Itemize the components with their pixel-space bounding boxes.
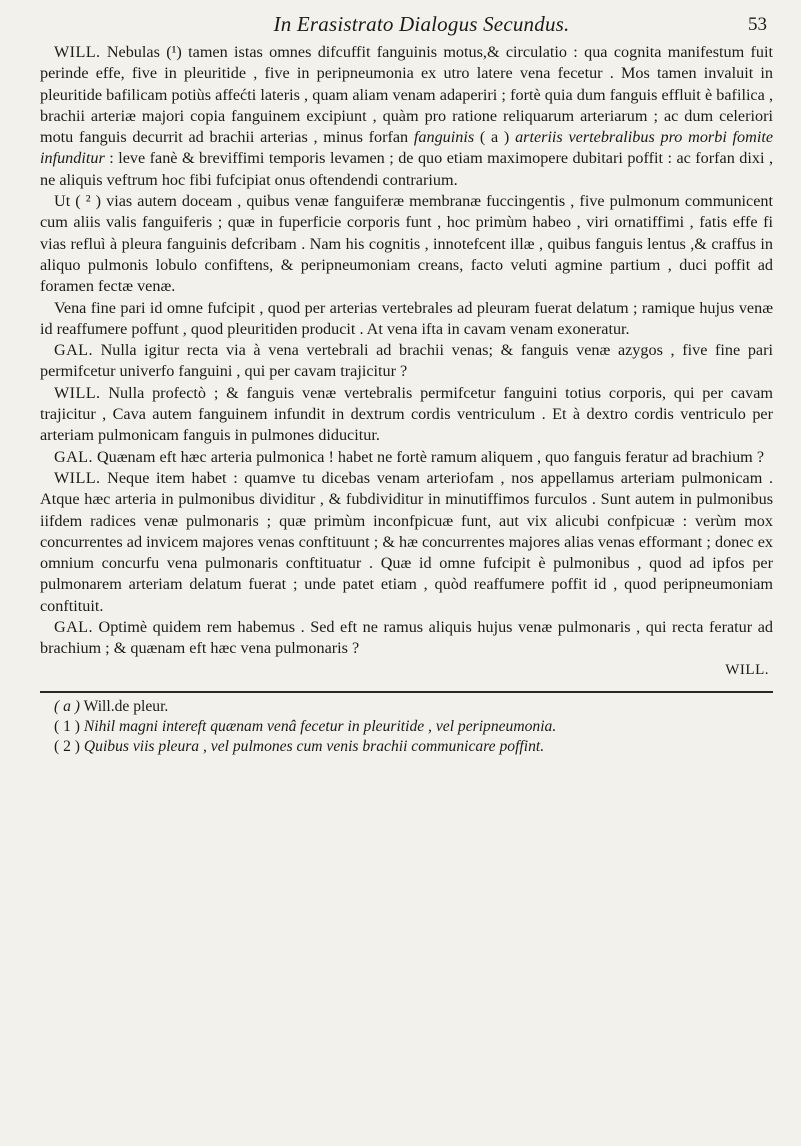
footnote <box>40 717 773 737</box>
footnote-text: Nihil magni intereft quænam venâ fecetur in pleuritide , vel peripneumonia. <box>83 717 557 735</box>
paragraph: Vena fine pari id omne fufcipit , quod per arterias vertebrales ad pleuram fuerat delatum ; ramique hujus venæ id reaffumere poffunt , quod pleuritiden producit . At vena ifta in cavam venam exoneratur. <box>40 298 773 338</box>
paragraph: GAL. Optimè quidem rem habemus . Sed eft ne ramus aliquis hujus venæ pulmonaris , qui recta feratur ad brachium ; & quænam eft hæc vena pulmonaris ? <box>40 618 774 658</box>
footnote-mark: ( a ) <box>54 697 80 715</box>
footnote-text: Quibus viis pleura , vel pulmones cum venis brachii communicare poffint. <box>83 737 545 755</box>
paragraph: GAL. Nulla igitur recta via à vena vertebrali ad brachii venas; & fanguis venæ azygos , five fine pari permifcetur univerfo fanguini , qui per cavam trajicitur ? <box>40 341 774 381</box>
speaker-label: GAL. <box>54 618 93 637</box>
paragraph: WILL. Neque item habet : quamve tu dicebas venam arteriofam , nos appellamus arteriam pulmonicam . Atque hæc arteria in pulmonibus dividitur , & fubdividitur in minutiffimos furculos . Sunt autem in pulmonibus iifdem radices venæ pulmonaris ; quæ primùm inconfpicuæ funt, aut vix alicubi confpicuæ : verùm mox concurrentes ad invicem majores venas conftituunt ; & hæ concurrentes majores alias venas efformant ; donec ex omnium concurfu vena pulmonaris conftituatur . Quæ id omne fufcipit è pulmonibus , quod ad ipfos per pulmonarem arteriam delatum fuerat ; unde patet etiam , quòd reaffumere poffit id , quod peripneumoniam conftituit. <box>40 468 773 615</box>
speaker-label: GAL. <box>54 447 93 466</box>
catchword: WILL. <box>725 661 769 678</box>
footnote-mark: ( 2 ) <box>54 737 80 755</box>
body-text <box>40 42 773 660</box>
footnote <box>40 737 773 757</box>
page-number: 53 <box>748 14 767 35</box>
footnote <box>40 697 773 717</box>
paragraph: WILL. Nulla profectò ; & fanguis venæ vertebralis permifcetur fanguini totius corporis, qui per cavam trajicitur , Cava autem fanguinem infundit in dextrum cordis ventriculum . Et à dextro cordis ventriculo per arteriam pulmonicam fanguis in pulmones diducitur. <box>40 383 774 445</box>
speaker-label: WILL. <box>54 43 101 61</box>
footnote-mark: ( 1 ) <box>54 717 80 735</box>
footnote-divider <box>40 691 773 693</box>
speaker-label: WILL. <box>54 468 101 487</box>
running-title: In Erasistrato Dialogus Secundus. <box>273 12 570 36</box>
paragraph: GAL. Quænam eft hæc arteria pulmonica ! habet ne fortè ramum aliquem , quo fanguis feratur ad brachium ? <box>54 447 765 466</box>
footnote-text: Will.de pleur. <box>83 697 169 715</box>
footnotes <box>40 697 773 757</box>
speaker-label: GAL. <box>54 341 93 360</box>
paragraph: Ut ( ² ) vias autem doceam , quibus venæ fanguiferæ membranæ fuccingentis , five pulmonum communicent cum aliis valis fanguiferis ; quæ in fuperficie corporis funt , hoc primùm habeo , viri ornatiffimi , fatis effe fi vias refluì à pleura fanguinis defcribam . Nam his cognitis , innotefcent illæ , quibus fanguis lentus ,& craffus in aliquo pulmonis lobulo confiftens, & peripneumoniam creans, facto veluti agmine partium , duci poffit ad foramen fectæ venæ. <box>40 192 773 296</box>
running-header <box>40 12 773 42</box>
paragraph: WILL. Nebulas (¹) tamen istas omnes difcuffit fanguinis motus,& circulatio : qua cognita manifestum fuit perinde effe, five in pleuritide , five in peripneumonia ex utro latere vena fecetur . Mos tamen invaluit in pleuritide bafilicam potiùs affećti lateris , quam aliam venam adaperiri ; fortè quia dum fanguis effluit è bafilica , brachii arteriæ majori copia fanguinem excipiunt , quàm pro ratione reliquarum arteriarum ; ac dum celeriori motu fanguis decurrit ad brachii arterias , minus forfan fanguinis ( a ) arteriis vertebralibus pro morbi fomite infunditur : leve fanè & breviffimi temporis levamen ; de quo etiam maximopere dubitari poffit : ac forfan dixi , ne aliquis veftrum hoc fibi fufcipiat onus oftendendi contrarium. <box>40 43 774 189</box>
speaker-label: WILL. <box>54 383 101 402</box>
